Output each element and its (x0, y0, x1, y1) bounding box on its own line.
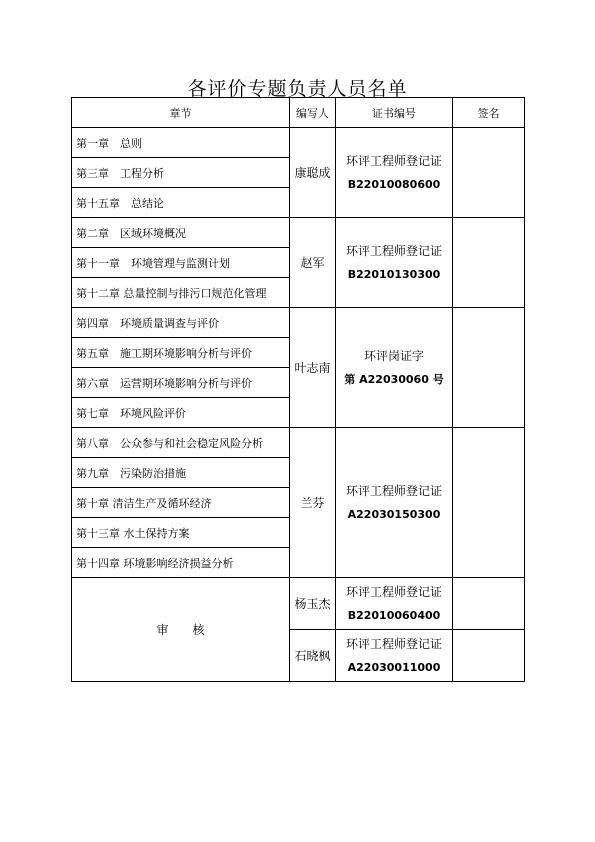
chapter-cell: 第十一章 环境管理与监测计划 (72, 248, 290, 278)
chapter-cell: 第十二章 总量控制与排污口规范化管理 (72, 278, 290, 308)
cert-cell (336, 218, 453, 308)
cert-number: A22030150300 (347, 507, 441, 521)
chapter-cell: 第六章 运营期环境影响分析与评价 (72, 368, 290, 398)
chapter-cell: 第十四章 环境影响经济损益分析 (72, 548, 290, 578)
table-row (72, 218, 525, 248)
signature-cell[interactable] (453, 428, 525, 578)
header-row (72, 98, 525, 128)
personnel-table (71, 97, 525, 682)
cert-type: 环评工程师登记证 (345, 584, 442, 599)
chapter-cell: 第十五章 总结论 (72, 188, 290, 218)
cert-number: B22010060400 (347, 608, 441, 622)
cert-cell (336, 630, 453, 682)
cert-type: 环评工程师登记证 (345, 636, 442, 651)
chapter-cell: 第三章 工程分析 (72, 158, 290, 188)
chapter-cell: 第五章 施工期环境影响分析与评价 (72, 338, 290, 368)
chapter-cell: 第十三章 水土保持方案 (72, 518, 290, 548)
header-cert: 证书编号 (336, 98, 453, 128)
chapter-cell: 第一章 总则 (72, 128, 290, 158)
signature-cell[interactable] (453, 578, 525, 630)
cert-cell (336, 128, 453, 218)
page-title: 各评价专题负责人员名单 (187, 78, 408, 100)
table-row (72, 428, 525, 458)
table-row (72, 128, 525, 158)
chapter-cell: 第七章 环境风险评价 (72, 398, 290, 428)
writer-cell: 兰芬 (290, 428, 336, 578)
writer-cell: 叶志南 (290, 308, 336, 428)
writer-cell: 赵军 (290, 218, 336, 308)
cert-type: 环评工程师登记证 (345, 243, 442, 258)
writer-cell: 石晓枫 (290, 630, 336, 682)
cert-type: 环评工程师登记证 (345, 483, 442, 498)
review-row (72, 578, 525, 630)
cert-cell (336, 578, 453, 630)
cert-type: 环评工程师登记证 (345, 153, 442, 168)
signature-cell[interactable] (453, 630, 525, 682)
signature-cell[interactable] (453, 308, 525, 428)
review-label: 审 核 (72, 578, 290, 682)
chapter-cell: 第九章 污染防治措施 (72, 458, 290, 488)
chapter-cell: 第二章 区域环境概况 (72, 218, 290, 248)
writer-cell: 杨玉杰 (290, 578, 336, 630)
chapter-cell: 第四章 环境质量调查与评价 (72, 308, 290, 338)
table-row (72, 308, 525, 338)
cert-type: 环评岗证字 (363, 348, 424, 363)
cert-number: A22030011000 (347, 660, 441, 674)
writer-cell: 康聪成 (290, 128, 336, 218)
cert-number: 第 A22030060 号 (344, 372, 444, 386)
cert-cell (336, 428, 453, 578)
cert-number: B22010130300 (347, 267, 441, 281)
header-chapter: 章节 (72, 98, 290, 128)
chapter-cell: 第八章 公众参与和社会稳定风险分析 (72, 428, 290, 458)
header-writer: 编写人 (290, 98, 336, 128)
signature-cell[interactable] (453, 128, 525, 218)
header-sign: 签名 (453, 98, 525, 128)
signature-cell[interactable] (453, 218, 525, 308)
cert-cell (336, 308, 453, 428)
chapter-cell: 第十章 清洁生产及循环经济 (72, 488, 290, 518)
cert-number: B22010080600 (347, 177, 441, 191)
